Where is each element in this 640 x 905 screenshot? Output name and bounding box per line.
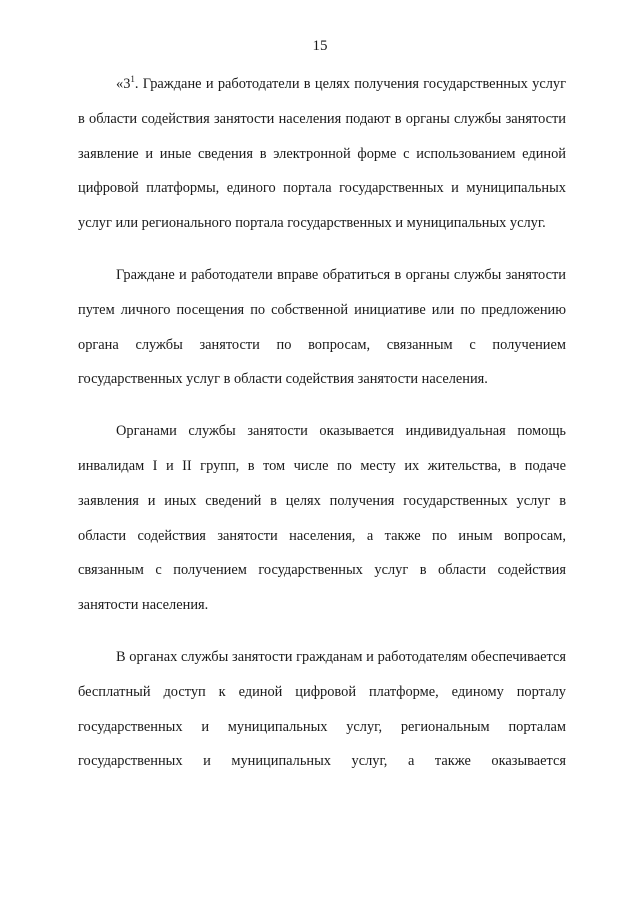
paragraph-text: . Граждане и работодатели в целях получения государственных услуг в области содействия занятости населения подают в органы службы занятости заявление и иные сведения в электронной форме с использованием единой цифровой платформы, единого портала государственных и муниципальных услуг или регионального портала государственных и муниципальных услуг. [78, 76, 566, 232]
clause-superscript: 1 [130, 74, 135, 84]
paragraph-free-access: В органах службы занятости гражданам и работодателям обеспечивается бесплатный доступ к единой цифровой платформе, единому порталу государственных и муниципальных услуг, региональным порталам государственных и муниципальных услуг, а также оказывается [78, 648, 566, 770]
clause-number: 3 [123, 76, 131, 92]
page-number: 15 [312, 38, 328, 54]
paragraph-disability-assistance: Органами службы занятости оказывается индивидуальная помощь инвалидам I и II групп, в том числе по месту их жительства, в подаче заявления и иных сведений в целях получения государственных услуг в области содействия занятости населения, а также по иным вопросам, связанным с получением государственных услуг в области содействия занятости населения. [78, 423, 566, 614]
opening-quote: « [116, 76, 124, 92]
paragraph-clause-3-1 [78, 67, 566, 241]
paragraph-personal-visit: Граждане и работодатели вправе обратиться в органы службы занятости путем личного посещения по собственной инициативе или по предложению органа службы занятости по вопросам, связанным с получением государственных услуг в области содействия занятости населения. [78, 266, 566, 388]
document-body [78, 67, 566, 796]
